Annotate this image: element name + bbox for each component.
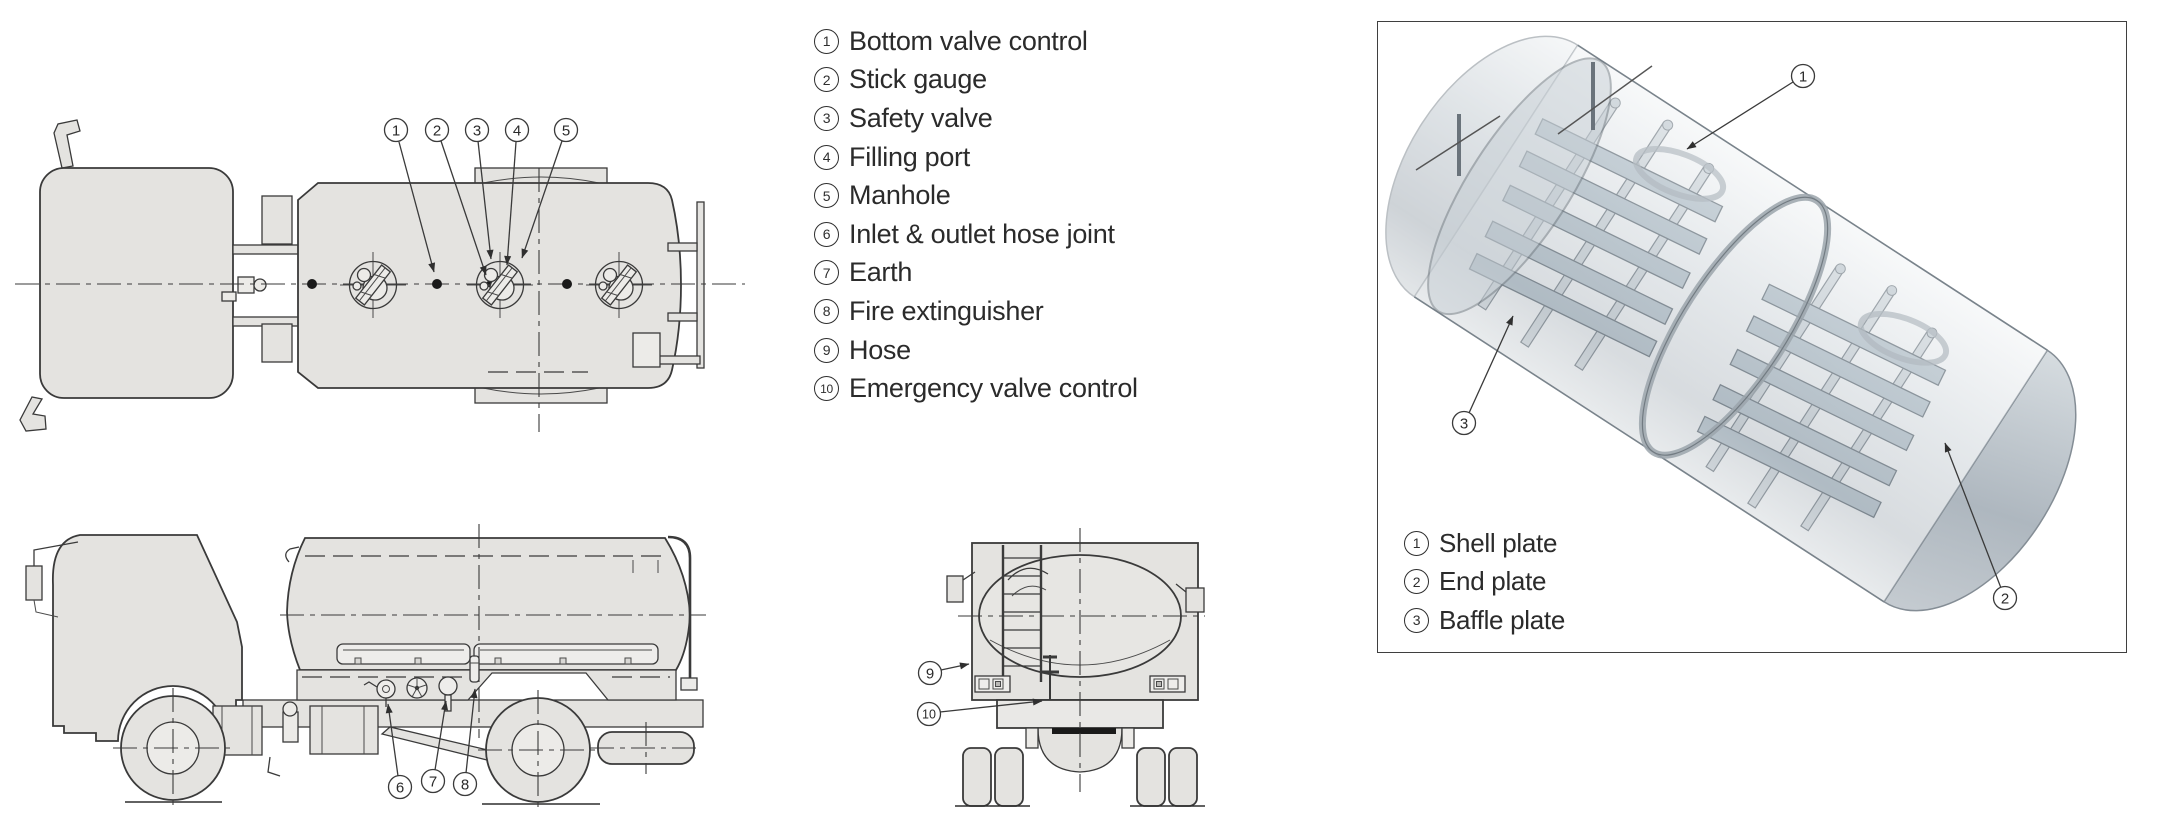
legend-item (814, 176, 1138, 215)
legend-item (814, 292, 1138, 331)
legend-label: Fire extinguisher (849, 295, 1044, 326)
legend-item (814, 138, 1138, 177)
top-view-cab (40, 168, 233, 398)
side-view-tank (280, 538, 706, 700)
legend-item (814, 331, 1138, 370)
circled-number: 3 (814, 106, 839, 131)
legend-label: Emergency valve control (849, 373, 1138, 404)
svg-text:7: 7 (428, 773, 438, 791)
circled-number: 5 (814, 183, 839, 208)
legend-item (814, 99, 1138, 138)
svg-text:10: 10 (922, 707, 936, 722)
svg-text:4: 4 (512, 122, 522, 140)
legend-label: Bottom valve control (849, 25, 1088, 56)
legend-item (1404, 601, 1565, 640)
svg-text:8: 8 (460, 776, 470, 794)
circled-number: 1 (1404, 531, 1429, 556)
inset-legend (1404, 524, 1565, 640)
svg-text:2: 2 (432, 122, 442, 140)
svg-text:3: 3 (472, 122, 482, 140)
legend-item (814, 22, 1138, 61)
legend-label: Shell plate (1439, 527, 1558, 558)
top-view-drawing (15, 119, 745, 433)
svg-text:1: 1 (391, 122, 401, 140)
svg-text:3: 3 (1459, 415, 1469, 433)
legend-item (814, 254, 1138, 293)
legend-item (1404, 524, 1565, 563)
legend-label: Stick gauge (849, 64, 987, 95)
circled-number: 7 (814, 260, 839, 285)
legend-label: Hose (849, 334, 911, 365)
legend-item (1404, 563, 1565, 602)
circled-number: 2 (814, 67, 839, 92)
legend-label: Filling port (849, 141, 970, 172)
spare-tire (590, 722, 702, 774)
legend-item (814, 61, 1138, 100)
legend-label: Inlet & outlet hose joint (849, 218, 1115, 249)
legend-label: Baffle plate (1439, 604, 1566, 635)
svg-text:1: 1 (1798, 68, 1808, 86)
callout-9 (919, 662, 970, 685)
legend-label: Manhole (849, 180, 951, 211)
parts-legend (814, 22, 1138, 408)
legend-label: Earth (849, 257, 913, 288)
side-view-drawing (26, 524, 706, 810)
svg-text:2: 2 (2000, 590, 2010, 608)
inset-callout-1 (1687, 65, 1815, 150)
svg-text:5: 5 (561, 122, 571, 140)
circled-number: 4 (814, 145, 839, 170)
circled-number: 8 (814, 299, 839, 324)
legend-label: End plate (1439, 566, 1547, 597)
svg-text:6: 6 (395, 779, 405, 797)
legend-item (814, 369, 1138, 408)
circled-number: 3 (1404, 608, 1429, 633)
circled-number: 1 (814, 29, 839, 54)
legend-label: Safety valve (849, 102, 993, 133)
svg-text:9: 9 (925, 665, 935, 683)
tank-structure-inset (1377, 21, 2127, 653)
circled-number: 2 (1404, 569, 1429, 594)
circled-number: 10 (814, 376, 839, 401)
circled-number: 9 (814, 338, 839, 363)
rear-view-drawing (918, 528, 1206, 806)
circled-number: 6 (814, 222, 839, 247)
legend-item (814, 215, 1138, 254)
